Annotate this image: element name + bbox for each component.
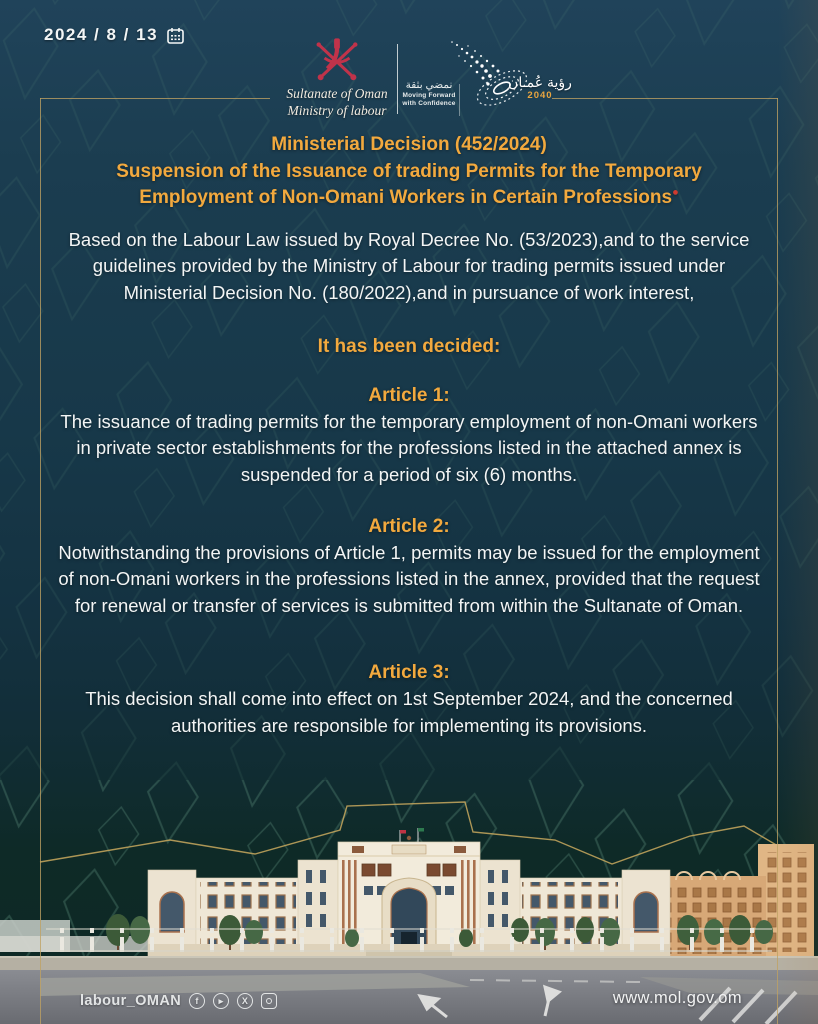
frame-border-right (777, 98, 778, 1024)
instagram-icon[interactable] (261, 993, 277, 1009)
vision-tagline-arabic: نمضي بثقة (405, 79, 453, 91)
title-footnote-mark: ● (672, 186, 679, 199)
frame-border-top-left (40, 98, 270, 99)
article-2-heading: Article 2: (368, 515, 450, 537)
header-divider-1 (397, 44, 398, 114)
x-icon[interactable]: X (237, 993, 253, 1009)
article-1-heading: Article 1: (368, 384, 450, 406)
article-1-body: The issuance of trading permits for the temporary employment of non-Omani workers in private sector establishments for the professions listed in the attached annex is suspended for a period of six (6) months. (60, 410, 758, 485)
vision-2040-wordmark (505, 74, 575, 101)
social-media-bar (80, 993, 277, 1009)
frame-border-left (40, 98, 41, 1024)
ministry-building-photo (0, 780, 818, 1024)
decision-document (58, 132, 760, 740)
decision-title-line2-text: Suspension of the Issuance of trading Permits for the Temporary Employment of Non-Omani Workers in Certain Professions (116, 160, 702, 209)
oman-national-emblem-icon (312, 36, 362, 82)
article-3-body: This decision shall come into effect on 1st September 2024, and the concerned authorities are responsible for implementing its provisions. (85, 688, 733, 737)
vision-tagline-en-1: Moving Forward (402, 91, 456, 99)
article-3-heading: Article 3: (368, 662, 450, 684)
ministry-emblem-group (281, 36, 393, 120)
decided-heading: It has been decided: (317, 335, 501, 357)
youtube-icon[interactable]: ▸ (213, 993, 229, 1009)
emblem-caption-line2: Ministry of labour (287, 102, 387, 118)
vision-tagline-en-2: with Confidence (402, 99, 456, 107)
decision-title-line1: Ministerial Decision (452/2024) (271, 134, 547, 155)
decision-preamble: Based on the Labour Law issued by Royal Decree No. (53/2023),and to the service guidelines provided by the Ministry of Labour for trading permits issued under Ministerial Decision No. (180/2022),and in pursuance of work interest, (68, 228, 750, 304)
calendar-icon (167, 27, 184, 44)
facebook-icon[interactable]: f (189, 993, 205, 1009)
fence (46, 928, 772, 952)
date-text: 2024 / 8 / 13 (44, 25, 159, 44)
vision-wordmark-year: 2040 (527, 90, 553, 102)
vision-wordmark-arabic: رؤية عُمـان (508, 74, 572, 90)
frame-border-top-right (552, 98, 778, 99)
decision-title-line2 (58, 159, 760, 212)
emblem-caption-line1: Sultanate of Oman (286, 86, 388, 101)
article-2-body: Notwithstanding the provisions of Article 1, permits may be issued for the employment of non-Omani workers in the professions listed in the annex, provided that the request for renewal or transfer of services is submitted from within the Sultanate of Oman. (58, 541, 760, 616)
social-handle[interactable]: labour_OMAN (80, 993, 182, 1009)
website-url[interactable]: www.mol.gov.om (612, 989, 742, 1007)
publish-date (44, 25, 184, 45)
